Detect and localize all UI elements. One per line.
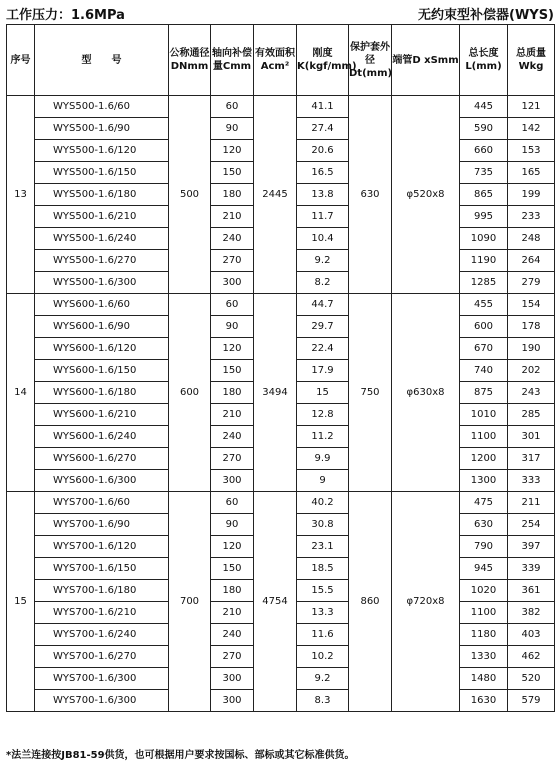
w-cell: 165 [508,162,555,184]
l-cell: 1190 [460,250,508,272]
k-cell: 11.6 [297,624,349,646]
dn-cell: 700 [169,492,211,712]
k-cell: 8.2 [297,272,349,294]
table-row [7,492,555,514]
k-cell: 44.7 [297,294,349,316]
dt-cell: 860 [349,492,392,712]
k-cell: 41.1 [297,96,349,118]
c-cell: 150 [211,360,254,382]
l-cell: 1010 [460,404,508,426]
l-cell: 735 [460,162,508,184]
w-cell: 264 [508,250,555,272]
w-cell: 243 [508,382,555,404]
model-cell: WYS700-1.6/180 [35,580,169,602]
w-cell: 301 [508,426,555,448]
k-cell: 17.9 [297,360,349,382]
col-header-dn: 公称通径DNmm [169,25,211,96]
a-cell: 3494 [254,294,297,492]
model-cell: WYS500-1.6/150 [35,162,169,184]
k-cell: 20.6 [297,140,349,162]
table-body [7,96,555,712]
w-cell: 339 [508,558,555,580]
model-cell: WYS600-1.6/120 [35,338,169,360]
w-cell: 153 [508,140,555,162]
l-cell: 445 [460,96,508,118]
k-cell: 9.2 [297,668,349,690]
model-cell: WYS500-1.6/90 [35,118,169,140]
l-cell: 1100 [460,602,508,624]
w-cell: 285 [508,404,555,426]
l-cell: 600 [460,316,508,338]
col-header-w: 总质量Wkg [508,25,555,96]
l-cell: 1100 [460,426,508,448]
model-cell: WYS600-1.6/210 [35,404,169,426]
c-cell: 60 [211,96,254,118]
c-cell: 180 [211,580,254,602]
model-cell: WYS700-1.6/240 [35,624,169,646]
model-cell: WYS700-1.6/210 [35,602,169,624]
k-cell: 10.4 [297,228,349,250]
w-cell: 202 [508,360,555,382]
l-cell: 475 [460,492,508,514]
model-cell: WYS500-1.6/270 [35,250,169,272]
k-cell: 30.8 [297,514,349,536]
c-cell: 300 [211,470,254,492]
model-cell: WYS600-1.6/300 [35,470,169,492]
model-cell: WYS700-1.6/90 [35,514,169,536]
col-header-k: 刚度K(kgf/mm) [297,25,349,96]
c-cell: 270 [211,646,254,668]
w-cell: 317 [508,448,555,470]
l-cell: 1090 [460,228,508,250]
w-cell: 397 [508,536,555,558]
dt-cell: 630 [349,96,392,294]
l-cell: 455 [460,294,508,316]
w-cell: 248 [508,228,555,250]
k-cell: 27.4 [297,118,349,140]
dn-cell: 600 [169,294,211,492]
c-cell: 120 [211,338,254,360]
k-cell: 29.7 [297,316,349,338]
model-cell: WYS600-1.6/90 [35,316,169,338]
dn-cell: 500 [169,96,211,294]
col-header-c: 轴向补偿量Cmm [211,25,254,96]
l-cell: 875 [460,382,508,404]
model-cell: WYS700-1.6/300 [35,668,169,690]
model-cell: WYS600-1.6/180 [35,382,169,404]
model-cell: WYS700-1.6/300 [35,690,169,712]
model-cell: WYS500-1.6/180 [35,184,169,206]
k-cell: 9 [297,470,349,492]
k-cell: 9.9 [297,448,349,470]
model-cell: WYS500-1.6/120 [35,140,169,162]
l-cell: 1200 [460,448,508,470]
model-cell: WYS600-1.6/60 [35,294,169,316]
dxs-cell: φ520x8 [392,96,460,294]
c-cell: 210 [211,602,254,624]
k-cell: 13.3 [297,602,349,624]
c-cell: 180 [211,382,254,404]
w-cell: 211 [508,492,555,514]
k-cell: 40.2 [297,492,349,514]
l-cell: 945 [460,558,508,580]
c-cell: 90 [211,514,254,536]
k-cell: 15 [297,382,349,404]
w-cell: 520 [508,668,555,690]
c-cell: 120 [211,536,254,558]
c-cell: 300 [211,272,254,294]
dxs-cell: φ720x8 [392,492,460,712]
model-cell: WYS700-1.6/150 [35,558,169,580]
group-no: 15 [7,492,35,712]
k-cell: 13.8 [297,184,349,206]
model-cell: WYS700-1.6/270 [35,646,169,668]
c-cell: 240 [211,624,254,646]
l-cell: 1630 [460,690,508,712]
c-cell: 270 [211,448,254,470]
page-header [6,4,554,22]
model-cell: WYS500-1.6/60 [35,96,169,118]
c-cell: 210 [211,206,254,228]
col-header-a: 有效面积Acm² [254,25,297,96]
l-cell: 865 [460,184,508,206]
w-cell: 382 [508,602,555,624]
w-cell: 254 [508,514,555,536]
k-cell: 12.8 [297,404,349,426]
k-cell: 23.1 [297,536,349,558]
w-cell: 190 [508,338,555,360]
w-cell: 178 [508,316,555,338]
l-cell: 660 [460,140,508,162]
l-cell: 1180 [460,624,508,646]
c-cell: 60 [211,294,254,316]
c-cell: 90 [211,316,254,338]
header-row [7,25,555,96]
w-cell: 462 [508,646,555,668]
l-cell: 1330 [460,646,508,668]
model-cell: WYS600-1.6/240 [35,426,169,448]
table-row [7,294,555,316]
l-cell: 670 [460,338,508,360]
col-header-l: 总长度L(mm) [460,25,508,96]
c-cell: 150 [211,558,254,580]
c-cell: 300 [211,668,254,690]
w-cell: 579 [508,690,555,712]
dt-cell: 750 [349,294,392,492]
group-no: 14 [7,294,35,492]
k-cell: 16.5 [297,162,349,184]
k-cell: 10.2 [297,646,349,668]
w-cell: 199 [508,184,555,206]
c-cell: 120 [211,140,254,162]
model-cell: WYS600-1.6/150 [35,360,169,382]
model-cell: WYS700-1.6/60 [35,492,169,514]
l-cell: 1480 [460,668,508,690]
l-cell: 1285 [460,272,508,294]
c-cell: 150 [211,162,254,184]
k-cell: 15.5 [297,580,349,602]
w-cell: 333 [508,470,555,492]
col-header-dxs: 端管D xSmm [392,25,460,96]
model-cell: WYS500-1.6/210 [35,206,169,228]
w-cell: 233 [508,206,555,228]
model-cell: WYS500-1.6/240 [35,228,169,250]
c-cell: 300 [211,690,254,712]
a-cell: 2445 [254,96,297,294]
pressure-label: 工作压力：1.6MPa [6,8,125,23]
col-header-no: 序号 [7,25,35,96]
c-cell: 60 [211,492,254,514]
l-cell: 740 [460,360,508,382]
product-title: 无约束型补偿器(WYS) [418,8,554,23]
spec-table [6,24,555,712]
table-row [7,96,555,118]
k-cell: 9.2 [297,250,349,272]
c-cell: 210 [211,404,254,426]
w-cell: 361 [508,580,555,602]
a-cell: 4754 [254,492,297,712]
k-cell: 8.3 [297,690,349,712]
model-cell: WYS500-1.6/300 [35,272,169,294]
l-cell: 995 [460,206,508,228]
w-cell: 154 [508,294,555,316]
k-cell: 11.7 [297,206,349,228]
w-cell: 142 [508,118,555,140]
l-cell: 1300 [460,470,508,492]
l-cell: 590 [460,118,508,140]
l-cell: 790 [460,536,508,558]
c-cell: 180 [211,184,254,206]
col-header-model: 型 号 [35,25,169,96]
k-cell: 11.2 [297,426,349,448]
c-cell: 240 [211,228,254,250]
model-cell: WYS600-1.6/270 [35,448,169,470]
w-cell: 403 [508,624,555,646]
l-cell: 630 [460,514,508,536]
l-cell: 1020 [460,580,508,602]
dxs-cell: φ630x8 [392,294,460,492]
c-cell: 270 [211,250,254,272]
footnote: *法兰连接按JB81-59供货，也可根据用户要求按国标、部标或其它标准供货。 [6,750,355,761]
k-cell: 22.4 [297,338,349,360]
model-cell: WYS700-1.6/120 [35,536,169,558]
col-header-dt: 保护套外径Dt(mm) [349,25,392,96]
c-cell: 240 [211,426,254,448]
w-cell: 279 [508,272,555,294]
k-cell: 18.5 [297,558,349,580]
c-cell: 90 [211,118,254,140]
w-cell: 121 [508,96,555,118]
group-no: 13 [7,96,35,294]
